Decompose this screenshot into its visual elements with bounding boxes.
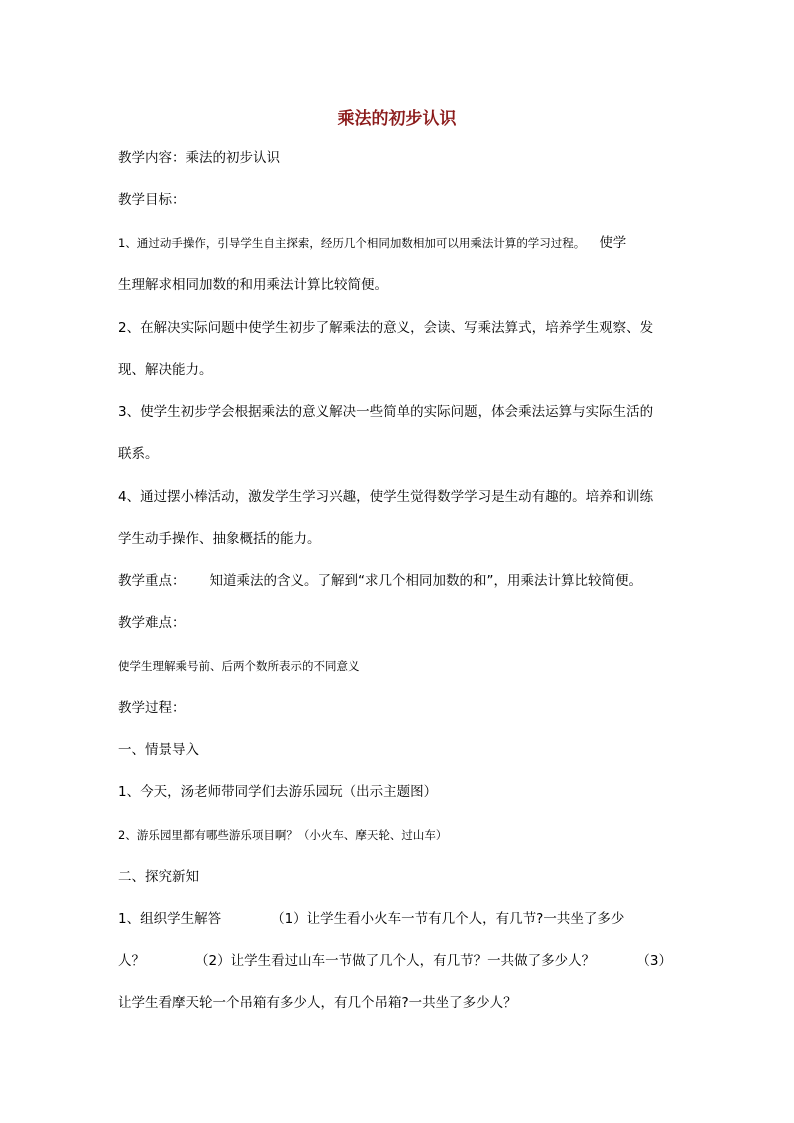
goal-2-line-1: 2、在解决实际问题中使学生初步了解乘法的意义，会读、写乘法算式，培养学生观察、发 [118,320,654,336]
section-2-item-1-line-3: 让学生看摩天轮一个吊箱有多少人，有几个吊箱?一共坐了多少人？ [118,995,517,1011]
section-1-item-2: 2、游乐园里都有哪些游乐项目啊？（小火车、摩天轮、过山车） [118,828,448,842]
section-2-item-1-line-1 [118,909,678,929]
section-2-item-1-q3-num: （3） [636,953,672,969]
section-2-item-1-q1-end: 人？ [118,953,145,969]
section-2-item-1-q1: （1）让学生看小火车一节有几个人，有几节?一共坐了多少 [271,911,625,927]
difficulty-text: 使学生理解乘号前、后两个数所表示的不同意义 [118,659,360,673]
section-2-item-1-line-2 [118,951,678,971]
goal-1-line-2: 生理解求相同加数的和用乘法计算比较简便。 [118,277,388,293]
teaching-goals-label: 教学目标： [118,192,186,208]
teaching-content: 教学内容：乘法的初步认识 [118,150,280,166]
goal-3-line-1: 3、使学生初步学会根据乘法的意义解决一些简单的实际问题，体会乘法运算与实际生活的 [118,404,654,420]
document-title: 乘法的初步认识 [337,109,457,129]
goal-3-line-2: 联系。 [118,446,159,462]
key-point-label: 教学重点： [118,573,186,589]
process-label: 教学过程： [118,700,186,716]
key-point-text: 知道乘法的含义。了解到“求几个相同加数的和”，用乘法计算比较简便。 [209,573,642,589]
goal-1-line-1 [118,233,678,253]
goal-1-tail: 使学 [599,235,627,251]
goal-4-line-1: 4、通过摆小棒活动，激发学生学习兴趣，使学生觉得数学学习是生动有趣的。培养和训练 [118,489,654,505]
section-1-heading: 一、情景导入 [118,742,199,758]
goal-2-line-2: 现、解决能力。 [118,362,213,378]
section-1-item-1: 1、今天，汤老师带同学们去游乐园玩（出示主题图） [118,784,438,800]
goal-4-line-2: 学生动手操作、抽象概括的能力。 [118,531,321,547]
goal-1-text: 1、通过动手操作，引导学生自主探索，经历几个相同加数相加可以用乘法计算的学习过程。 [118,236,586,250]
difficulty-label: 教学难点： [118,615,186,631]
section-2-item-1-q2: （2）让学生看过山车一节做了几个人，有几节？一共做了多少人？ [195,953,596,969]
section-2-item-1-lead: 1、组织学生解答 [118,911,222,927]
key-point-line [118,571,678,591]
section-2-heading: 二、探究新知 [118,869,199,885]
